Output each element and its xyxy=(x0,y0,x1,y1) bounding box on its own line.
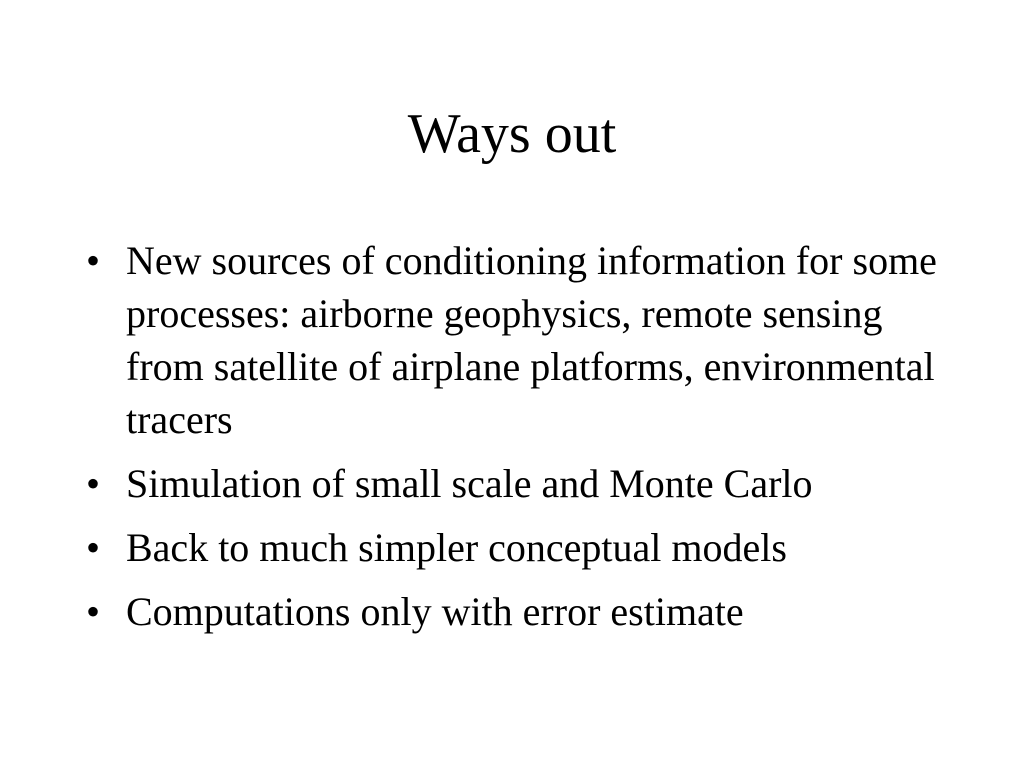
bullet-text: New sources of conditioning information for some processes: airborne geophysics, remote sensing from satellite of airplane platforms, environmental tracers xyxy=(126,238,937,442)
bullet-icon: • xyxy=(86,238,101,283)
slide-title: Ways out xyxy=(407,103,617,165)
bullet-text: Simulation of small scale and Monte Carlo xyxy=(126,461,813,506)
list-item xyxy=(86,521,946,574)
list-item xyxy=(86,585,946,638)
list-item xyxy=(86,457,946,510)
bullet-text: Computations only with error estimate xyxy=(126,589,744,634)
list-item xyxy=(86,234,946,446)
bullet-text: Back to much simpler conceptual models xyxy=(126,525,787,570)
bullet-list xyxy=(86,234,946,649)
bullet-icon: • xyxy=(86,589,101,634)
bullet-icon: • xyxy=(86,525,101,570)
bullet-icon: • xyxy=(86,461,101,506)
